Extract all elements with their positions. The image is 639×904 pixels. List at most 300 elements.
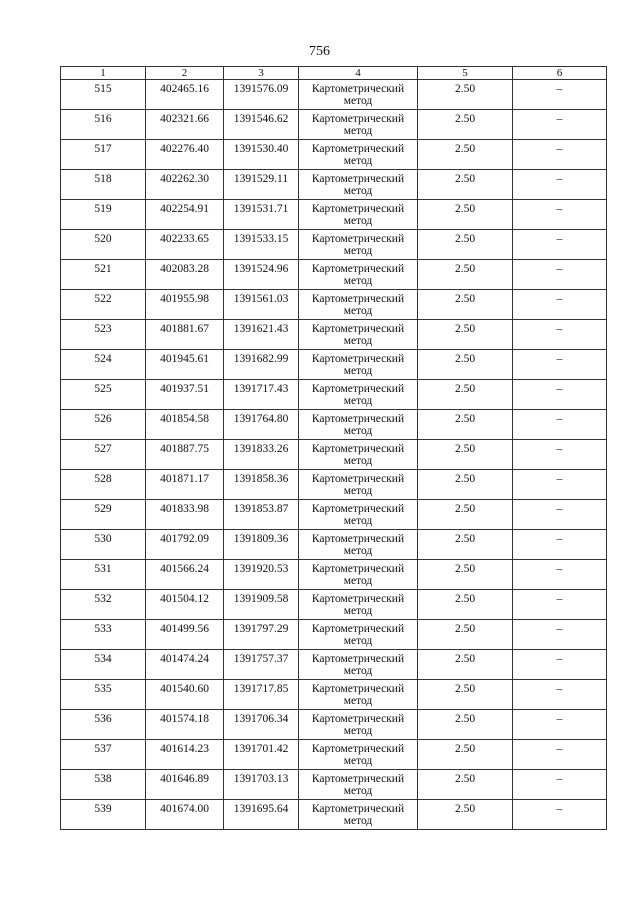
- y-coordinate-cell: [224, 740, 299, 770]
- point-number: 534: [94, 653, 112, 665]
- accuracy-cell: [418, 470, 513, 500]
- note-dash: –: [556, 203, 563, 215]
- note-dash: –: [556, 683, 563, 695]
- x-coordinate: 401474.24: [160, 653, 209, 665]
- method-cell: [299, 320, 418, 350]
- note-cell: [513, 80, 607, 110]
- y-coordinate-cell: [224, 260, 299, 290]
- point-number-cell: [61, 620, 146, 650]
- note-dash: –: [556, 593, 563, 605]
- method-cell: [299, 200, 418, 230]
- x-coordinate-cell: [146, 650, 224, 680]
- x-coordinate-cell: [146, 140, 224, 170]
- method-line-2: метод: [343, 185, 373, 197]
- point-number-cell: [61, 500, 146, 530]
- y-coordinate: 1391531.71: [233, 203, 289, 215]
- table-row: [61, 170, 607, 200]
- point-number: 515: [94, 83, 112, 95]
- accuracy-cell: [418, 350, 513, 380]
- x-coordinate: 402465.16: [160, 83, 209, 95]
- accuracy-cell: [418, 410, 513, 440]
- column-header: 3: [224, 67, 299, 80]
- y-coordinate: 1391706.34: [233, 713, 289, 725]
- table-body: [61, 80, 607, 830]
- note-dash: –: [556, 443, 563, 455]
- column-header: 4: [299, 67, 418, 80]
- table-row: [61, 620, 607, 650]
- point-number: 526: [94, 413, 112, 425]
- accuracy-value: 2.50: [454, 563, 476, 575]
- point-number: 538: [94, 773, 112, 785]
- y-coordinate: 1391920.53: [233, 563, 289, 575]
- x-coordinate-cell: [146, 530, 224, 560]
- table-row: [61, 680, 607, 710]
- point-number-cell: [61, 590, 146, 620]
- x-coordinate: 401871.17: [160, 473, 209, 485]
- point-number: 533: [94, 623, 112, 635]
- table-row: [61, 650, 607, 680]
- x-coordinate-cell: [146, 350, 224, 380]
- accuracy-value: 2.50: [454, 743, 476, 755]
- x-coordinate-cell: [146, 230, 224, 260]
- accuracy-cell: [418, 770, 513, 800]
- point-number-cell: [61, 800, 146, 830]
- y-coordinate: 1391546.62: [233, 113, 289, 125]
- table-row: [61, 560, 607, 590]
- table-row: [61, 290, 607, 320]
- y-coordinate: 1391529.11: [233, 173, 289, 185]
- table-row: [61, 800, 607, 830]
- method-line-2: метод: [343, 725, 373, 737]
- point-number: 520: [94, 233, 112, 245]
- method-cell: [299, 590, 418, 620]
- x-coordinate: 402083.28: [160, 263, 209, 275]
- page-number: 756: [309, 44, 330, 59]
- y-coordinate: 1391561.03: [233, 293, 289, 305]
- point-number: 528: [94, 473, 112, 485]
- point-number-cell: [61, 140, 146, 170]
- method-cell: [299, 710, 418, 740]
- method-line-1: Картометрический: [311, 593, 405, 605]
- accuracy-cell: [418, 260, 513, 290]
- method-line-2: метод: [343, 215, 373, 227]
- point-number: 536: [94, 713, 112, 725]
- x-coordinate: 401854.58: [160, 413, 209, 425]
- x-coordinate-cell: [146, 410, 224, 440]
- x-coordinate: 401540.60: [160, 683, 209, 695]
- accuracy-value: 2.50: [454, 173, 476, 185]
- x-coordinate-cell: [146, 470, 224, 500]
- point-number: 517: [94, 143, 112, 155]
- note-dash: –: [556, 233, 563, 245]
- method-line-1: Картометрический: [311, 143, 405, 155]
- y-coordinate: 1391621.43: [233, 323, 289, 335]
- method-cell: [299, 290, 418, 320]
- y-coordinate: 1391797.29: [233, 623, 289, 635]
- x-coordinate-cell: [146, 710, 224, 740]
- accuracy-cell: [418, 740, 513, 770]
- y-coordinate-cell: [224, 590, 299, 620]
- method-cell: [299, 530, 418, 560]
- note-cell: [513, 410, 607, 440]
- column-header: 5: [418, 67, 513, 80]
- note-cell: [513, 500, 607, 530]
- point-number: 530: [94, 533, 112, 545]
- x-coordinate: 401674.00: [160, 803, 209, 815]
- point-number-cell: [61, 650, 146, 680]
- accuracy-cell: [418, 680, 513, 710]
- method-cell: [299, 260, 418, 290]
- method-cell: [299, 770, 418, 800]
- point-number-cell: [61, 110, 146, 140]
- point-number: 531: [94, 563, 112, 575]
- method-cell: [299, 560, 418, 590]
- table-row: [61, 530, 607, 560]
- accuracy-value: 2.50: [454, 323, 476, 335]
- note-cell: [513, 590, 607, 620]
- y-coordinate: 1391524.96: [233, 263, 289, 275]
- method-cell: [299, 440, 418, 470]
- y-coordinate-cell: [224, 470, 299, 500]
- accuracy-value: 2.50: [454, 83, 476, 95]
- accuracy-value: 2.50: [454, 503, 476, 515]
- x-coordinate: 401614.23: [160, 743, 209, 755]
- accuracy-cell: [418, 650, 513, 680]
- x-coordinate-cell: [146, 200, 224, 230]
- note-cell: [513, 140, 607, 170]
- accuracy-value: 2.50: [454, 443, 476, 455]
- accuracy-cell: [418, 710, 513, 740]
- x-coordinate-cell: [146, 320, 224, 350]
- accuracy-value: 2.50: [454, 773, 476, 785]
- point-number: 537: [94, 743, 112, 755]
- accuracy-value: 2.50: [454, 473, 476, 485]
- x-coordinate-cell: [146, 680, 224, 710]
- x-coordinate-cell: [146, 620, 224, 650]
- accuracy-cell: [418, 440, 513, 470]
- point-number: 539: [94, 803, 112, 815]
- y-coordinate-cell: [224, 170, 299, 200]
- accuracy-value: 2.50: [454, 113, 476, 125]
- accuracy-cell: [418, 530, 513, 560]
- method-line-1: Картометрический: [311, 803, 405, 815]
- accuracy-cell: [418, 200, 513, 230]
- column-header: 2: [146, 67, 224, 80]
- point-number-cell: [61, 530, 146, 560]
- method-line-2: метод: [343, 155, 373, 167]
- point-number-cell: [61, 380, 146, 410]
- y-coordinate: 1391695.64: [233, 803, 289, 815]
- table-row: [61, 260, 607, 290]
- accuracy-cell: [418, 380, 513, 410]
- y-coordinate: 1391576.09: [233, 83, 289, 95]
- note-dash: –: [556, 413, 563, 425]
- accuracy-cell: [418, 170, 513, 200]
- method-cell: [299, 140, 418, 170]
- table-row: [61, 320, 607, 350]
- note-dash: –: [556, 293, 563, 305]
- point-number: 519: [94, 203, 112, 215]
- x-coordinate-cell: [146, 260, 224, 290]
- note-cell: [513, 290, 607, 320]
- y-coordinate-cell: [224, 350, 299, 380]
- method-line-1: Картометрический: [311, 323, 405, 335]
- method-line-2: метод: [343, 305, 373, 317]
- method-line-2: метод: [343, 635, 373, 647]
- x-coordinate-cell: [146, 380, 224, 410]
- x-coordinate: 402233.65: [160, 233, 209, 245]
- point-number-cell: [61, 710, 146, 740]
- note-cell: [513, 530, 607, 560]
- note-dash: –: [556, 323, 563, 335]
- accuracy-value: 2.50: [454, 653, 476, 665]
- method-line-1: Картометрический: [311, 743, 405, 755]
- method-cell: [299, 680, 418, 710]
- method-line-2: метод: [343, 275, 373, 287]
- method-line-1: Картометрический: [311, 563, 405, 575]
- accuracy-value: 2.50: [454, 623, 476, 635]
- x-coordinate-cell: [146, 440, 224, 470]
- point-number-cell: [61, 770, 146, 800]
- method-line-1: Картометрический: [311, 683, 405, 695]
- x-coordinate: 401566.24: [160, 563, 209, 575]
- accuracy-value: 2.50: [454, 353, 476, 365]
- method-line-1: Картометрический: [311, 413, 405, 425]
- y-coordinate: 1391703.13: [233, 773, 289, 785]
- note-cell: [513, 170, 607, 200]
- note-dash: –: [556, 83, 563, 95]
- note-cell: [513, 650, 607, 680]
- point-number: 518: [94, 173, 112, 185]
- x-coordinate: 401881.67: [160, 323, 209, 335]
- x-coordinate: 402254.91: [160, 203, 209, 215]
- x-coordinate: 401792.09: [160, 533, 209, 545]
- y-coordinate: 1391764.80: [233, 413, 289, 425]
- x-coordinate-cell: [146, 500, 224, 530]
- y-coordinate-cell: [224, 200, 299, 230]
- method-cell: [299, 410, 418, 440]
- y-coordinate-cell: [224, 320, 299, 350]
- method-line-1: Картометрический: [311, 713, 405, 725]
- note-cell: [513, 230, 607, 260]
- y-coordinate-cell: [224, 500, 299, 530]
- method-line-2: метод: [343, 665, 373, 677]
- method-line-1: Картометрический: [311, 383, 405, 395]
- point-number-cell: [61, 470, 146, 500]
- note-dash: –: [556, 773, 563, 785]
- x-coordinate-cell: [146, 770, 224, 800]
- method-line-1: Картометрический: [311, 353, 405, 365]
- table-row: [61, 350, 607, 380]
- x-coordinate: 401574.18: [160, 713, 209, 725]
- accuracy-cell: [418, 590, 513, 620]
- y-coordinate: 1391701.42: [233, 743, 289, 755]
- accuracy-value: 2.50: [454, 533, 476, 545]
- method-line-2: метод: [343, 785, 373, 797]
- point-number-cell: [61, 440, 146, 470]
- point-number-cell: [61, 410, 146, 440]
- x-coordinate-cell: [146, 80, 224, 110]
- accuracy-cell: [418, 620, 513, 650]
- point-number-cell: [61, 680, 146, 710]
- x-coordinate: 401499.56: [160, 623, 209, 635]
- point-number: 529: [94, 503, 112, 515]
- x-coordinate-cell: [146, 740, 224, 770]
- accuracy-cell: [418, 230, 513, 260]
- note-dash: –: [556, 743, 563, 755]
- y-coordinate: 1391530.40: [233, 143, 289, 155]
- y-coordinate-cell: [224, 140, 299, 170]
- accuracy-cell: [418, 800, 513, 830]
- x-coordinate: 402262.30: [160, 173, 209, 185]
- x-coordinate: 401955.98: [160, 293, 209, 305]
- point-number: 527: [94, 443, 112, 455]
- method-line-2: метод: [343, 125, 373, 137]
- note-dash: –: [556, 503, 563, 515]
- x-coordinate: 402321.66: [160, 113, 209, 125]
- method-line-2: метод: [343, 395, 373, 407]
- column-header: 1: [61, 67, 146, 80]
- accuracy-cell: [418, 560, 513, 590]
- table-row: [61, 410, 607, 440]
- x-coordinate-cell: [146, 170, 224, 200]
- header-row: [61, 67, 607, 80]
- x-coordinate-cell: [146, 590, 224, 620]
- accuracy-value: 2.50: [454, 263, 476, 275]
- y-coordinate: 1391833.26: [233, 443, 289, 455]
- method-cell: [299, 740, 418, 770]
- point-number-cell: [61, 230, 146, 260]
- accuracy-value: 2.50: [454, 143, 476, 155]
- note-cell: [513, 560, 607, 590]
- x-coordinate: 401945.61: [160, 353, 209, 365]
- table-row: [61, 590, 607, 620]
- method-line-2: метод: [343, 335, 373, 347]
- note-dash: –: [556, 353, 563, 365]
- note-cell: [513, 200, 607, 230]
- point-number: 525: [94, 383, 112, 395]
- note-dash: –: [556, 563, 563, 575]
- method-cell: [299, 620, 418, 650]
- method-cell: [299, 170, 418, 200]
- y-coordinate-cell: [224, 770, 299, 800]
- method-line-1: Картометрический: [311, 233, 405, 245]
- accuracy-value: 2.50: [454, 293, 476, 305]
- y-coordinate-cell: [224, 680, 299, 710]
- method-line-1: Картометрический: [311, 173, 405, 185]
- x-coordinate-cell: [146, 290, 224, 320]
- accuracy-value: 2.50: [454, 593, 476, 605]
- method-cell: [299, 800, 418, 830]
- column-header: 6: [513, 67, 607, 80]
- point-number-cell: [61, 320, 146, 350]
- table-row: [61, 470, 607, 500]
- x-coordinate: 401833.98: [160, 503, 209, 515]
- note-dash: –: [556, 173, 563, 185]
- method-line-1: Картометрический: [311, 293, 405, 305]
- note-dash: –: [556, 803, 563, 815]
- point-number-cell: [61, 80, 146, 110]
- method-line-2: метод: [343, 455, 373, 467]
- x-coordinate: 402276.40: [160, 143, 209, 155]
- point-number-cell: [61, 200, 146, 230]
- note-dash: –: [556, 623, 563, 635]
- y-coordinate-cell: [224, 560, 299, 590]
- accuracy-value: 2.50: [454, 413, 476, 425]
- y-coordinate-cell: [224, 80, 299, 110]
- y-coordinate: 1391682.99: [233, 353, 289, 365]
- method-line-2: метод: [343, 605, 373, 617]
- point-number-cell: [61, 290, 146, 320]
- point-number-cell: [61, 170, 146, 200]
- method-line-2: метод: [343, 545, 373, 557]
- point-number: 516: [94, 113, 112, 125]
- point-number: 521: [94, 263, 112, 275]
- note-cell: [513, 680, 607, 710]
- method-cell: [299, 380, 418, 410]
- method-line-1: Картометрический: [311, 773, 405, 785]
- table-row: [61, 740, 607, 770]
- method-line-2: метод: [343, 695, 373, 707]
- method-line-1: Картометрический: [311, 443, 405, 455]
- note-dash: –: [556, 143, 563, 155]
- point-number-cell: [61, 740, 146, 770]
- accuracy-cell: [418, 80, 513, 110]
- y-coordinate-cell: [224, 650, 299, 680]
- accuracy-cell: [418, 110, 513, 140]
- method-cell: [299, 350, 418, 380]
- method-line-1: Картометрический: [311, 503, 405, 515]
- y-coordinate: 1391717.43: [233, 383, 289, 395]
- y-coordinate-cell: [224, 800, 299, 830]
- x-coordinate: 401937.51: [160, 383, 209, 395]
- note-cell: [513, 320, 607, 350]
- y-coordinate-cell: [224, 110, 299, 140]
- method-line-1: Картометрический: [311, 533, 405, 545]
- accuracy-cell: [418, 500, 513, 530]
- point-number: 532: [94, 593, 112, 605]
- method-cell: [299, 110, 418, 140]
- method-line-2: метод: [343, 575, 373, 587]
- method-line-1: Картометрический: [311, 203, 405, 215]
- note-cell: [513, 620, 607, 650]
- note-dash: –: [556, 533, 563, 545]
- y-coordinate: 1391909.58: [233, 593, 289, 605]
- method-cell: [299, 80, 418, 110]
- table-row: [61, 380, 607, 410]
- method-line-1: Картометрический: [311, 263, 405, 275]
- method-cell: [299, 500, 418, 530]
- accuracy-value: 2.50: [454, 383, 476, 395]
- note-cell: [513, 350, 607, 380]
- x-coordinate-cell: [146, 560, 224, 590]
- y-coordinate-cell: [224, 530, 299, 560]
- point-number-cell: [61, 260, 146, 290]
- method-line-1: Картометрический: [311, 473, 405, 485]
- y-coordinate: 1391809.36: [233, 533, 289, 545]
- accuracy-value: 2.50: [454, 203, 476, 215]
- y-coordinate-cell: [224, 410, 299, 440]
- note-cell: [513, 740, 607, 770]
- method-line-1: Картометрический: [311, 653, 405, 665]
- table-row: [61, 440, 607, 470]
- table-row: [61, 770, 607, 800]
- y-coordinate-cell: [224, 710, 299, 740]
- method-line-2: метод: [343, 815, 373, 827]
- method-line-2: метод: [343, 425, 373, 437]
- note-cell: [513, 710, 607, 740]
- note-dash: –: [556, 263, 563, 275]
